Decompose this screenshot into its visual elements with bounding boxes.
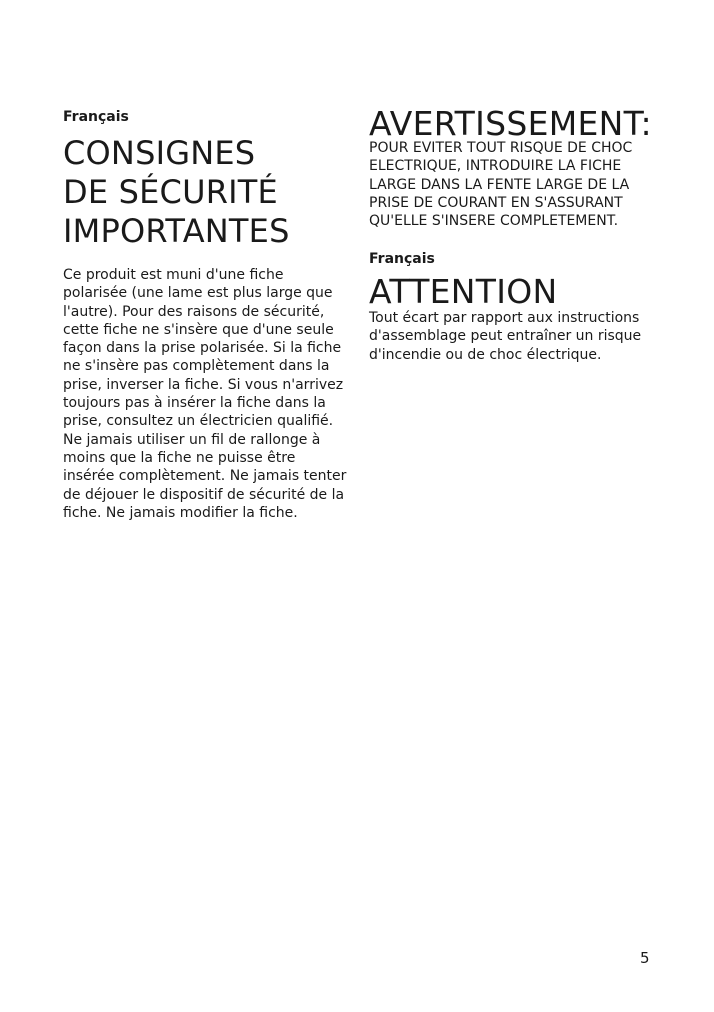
- attention-heading: ATTENTION: [369, 272, 558, 311]
- page-number: 5: [640, 949, 650, 967]
- language-label: Français: [63, 109, 129, 125]
- warning-heading: AVERTISSEMENT:: [369, 104, 652, 143]
- safety-heading-line-3: IMPORTANTES: [63, 212, 290, 250]
- attention-text: Tout écart par rapport aux instructions d'assemblage peut entraîner un risque d'incendie ou de choc électrique.: [369, 310, 642, 363]
- language-label: Français: [369, 251, 435, 267]
- safety-heading-line-2: DE SÉCURITÉ: [63, 173, 278, 211]
- polarized-plug-text: Ce produit est muni d'une fiche polarisée (une lame est plus large que l'autre). Pour des raisons de sécurité, cette fiche ne s'insère que d'une seule façon dans la prise polarisée. Si la fiche ne s'insère pas complètement dans la prise, inverser la fiche. Si vous n'arrivez toujours pas à insérer la fiche dans la prise, consultez un électricien qualifié. Ne jamais utiliser un fil de rallonge à moins que la fiche ne puisse être insérée complètement. Ne jamais tenter de déjouer le dispositif de sécurité de la fiche. Ne jamais modifier la fiche.: [63, 267, 347, 521]
- warning-text: POUR EVITER TOUT RISQUE DE CHOC ELECTRIQUE, INTRODUIRE LA FICHE LARGE DANS LA FENTE LARGE DE LA PRISE DE COURANT EN S'ASSURANT QU'ELLE S'INSERE COMPLETEMENT.: [369, 140, 633, 230]
- safety-heading-line-1: CONSIGNES: [63, 134, 256, 172]
- safety-heading: [63, 134, 290, 251]
